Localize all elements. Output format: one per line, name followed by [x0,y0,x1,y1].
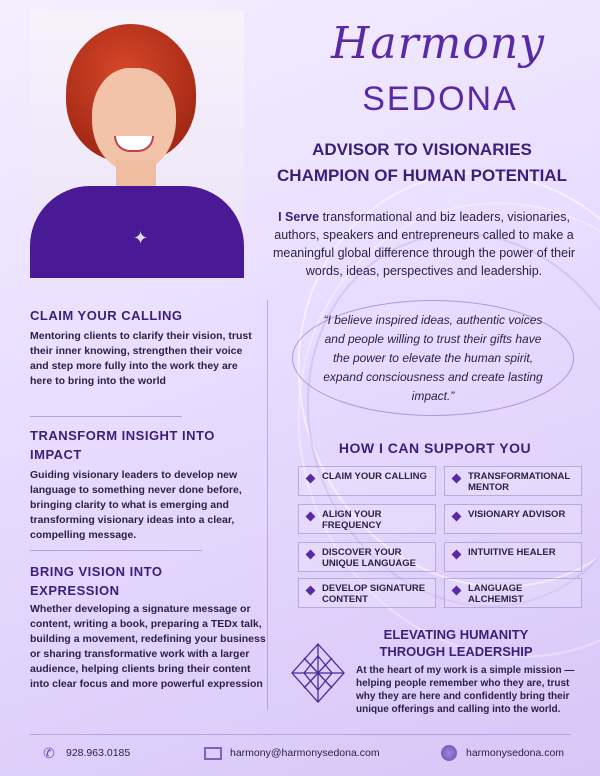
mission-title: ELEVATING HUMANITY THROUGH LEADERSHIP [379,627,533,659]
section-claim-calling [30,306,260,389]
phone-icon: ✆ [43,744,55,761]
footer-divider [30,734,570,735]
quote-bubble [292,300,574,416]
envelope-icon [204,744,222,762]
section-title: CLAIM YOUR CALLING [30,308,183,323]
contact-website[interactable] [440,744,564,762]
section-text: Guiding visionary leaders to develop new language to something never done before, bringing clarity to what is emerging and transforming visionary ideas into a clear, compelling message. [30,469,242,541]
phone-text: 928.963.0185 [66,747,131,759]
intro-lead: I Serve [278,210,320,224]
support-item: INTUITIVE HEALER [444,542,582,572]
contact-phone[interactable] [40,744,130,762]
diamond-bullet-icon [306,550,316,560]
support-item: LANGUAGE ALCHEMIST [444,578,582,608]
crystal-gem-icon [290,642,346,704]
brand-last-name: SEDONA [362,80,518,118]
globe-icon [440,744,458,762]
intro-text: transformational and biz leaders, visionaries, authors, speakers and entrepreneurs called to make a meaningful global difference through the power of their words, ideas, perspectives and leadership. [272,210,576,278]
mission-text: At the heart of my work is a simple mission — helping people remember who they are, trust why they are here and confidently bring their unique offerings and calling into the world. [356,665,575,715]
intro-paragraph [262,208,586,280]
section-bring-vision-body [30,598,266,692]
section-transform-insight [30,426,220,464]
email-text: harmony@harmonysedona.com [230,747,380,759]
support-item: VISIONARY ADVISOR [444,504,582,534]
tagline-1: ADVISOR TO VISIONARIES [312,140,532,159]
section-title: BRING VISION INTO EXPRESSION [30,564,163,598]
diamond-bullet-icon [306,474,316,484]
section-transform-insight-body [30,464,266,543]
diamond-bullet-icon [452,550,462,560]
section-text: Whether developing a signature message or content, writing a book, preparing a TEDx talk, building a movement, redefining your business or sharing transformative work with a larger audience, helping clients bring their content into clear focus and more powerful expression [30,603,266,690]
diamond-bullet-icon [306,586,316,596]
column-divider [267,300,268,710]
portrait-photo: ✦ [30,10,244,278]
diamond-bullet-icon [306,512,316,522]
section-divider [30,550,202,551]
support-item: TRANSFORMATIONAL MENTOR [444,466,582,496]
tagline-2: CHAMPION OF HUMAN POTENTIAL [277,166,567,185]
section-title: TRANSFORM INSIGHT INTO IMPACT [30,428,215,462]
section-divider [30,416,182,417]
diamond-bullet-icon [452,512,462,522]
support-title: HOW I CAN SUPPORT YOU [338,440,532,456]
section-text: Mentoring clients to clarify their vision, trust their inner knowing, strengthen their voice and step more fully into the work they are here to bring into the world [30,330,252,387]
section-bring-vision [30,562,180,600]
diamond-bullet-icon [452,474,462,484]
diamond-bullet-icon [452,586,462,596]
contact-email[interactable] [204,744,380,762]
brand-first-name: Harmony [330,18,546,69]
quote-text: “I believe inspired ideas, authentic voices and people willing to trust their gifts have the power to elevate the human spirit, expand consciousness and create lasting impact.” [323,312,543,403]
website-text: harmonysedona.com [466,747,565,759]
support-item: ALIGN YOUR FREQUENCY [298,504,436,534]
support-item: DEVELOP SIGNATURE CONTENT [298,578,436,608]
support-item: CLAIM YOUR CALLING [298,466,436,496]
support-item: DISCOVER YOUR UNIQUE LANGUAGE [298,542,436,572]
